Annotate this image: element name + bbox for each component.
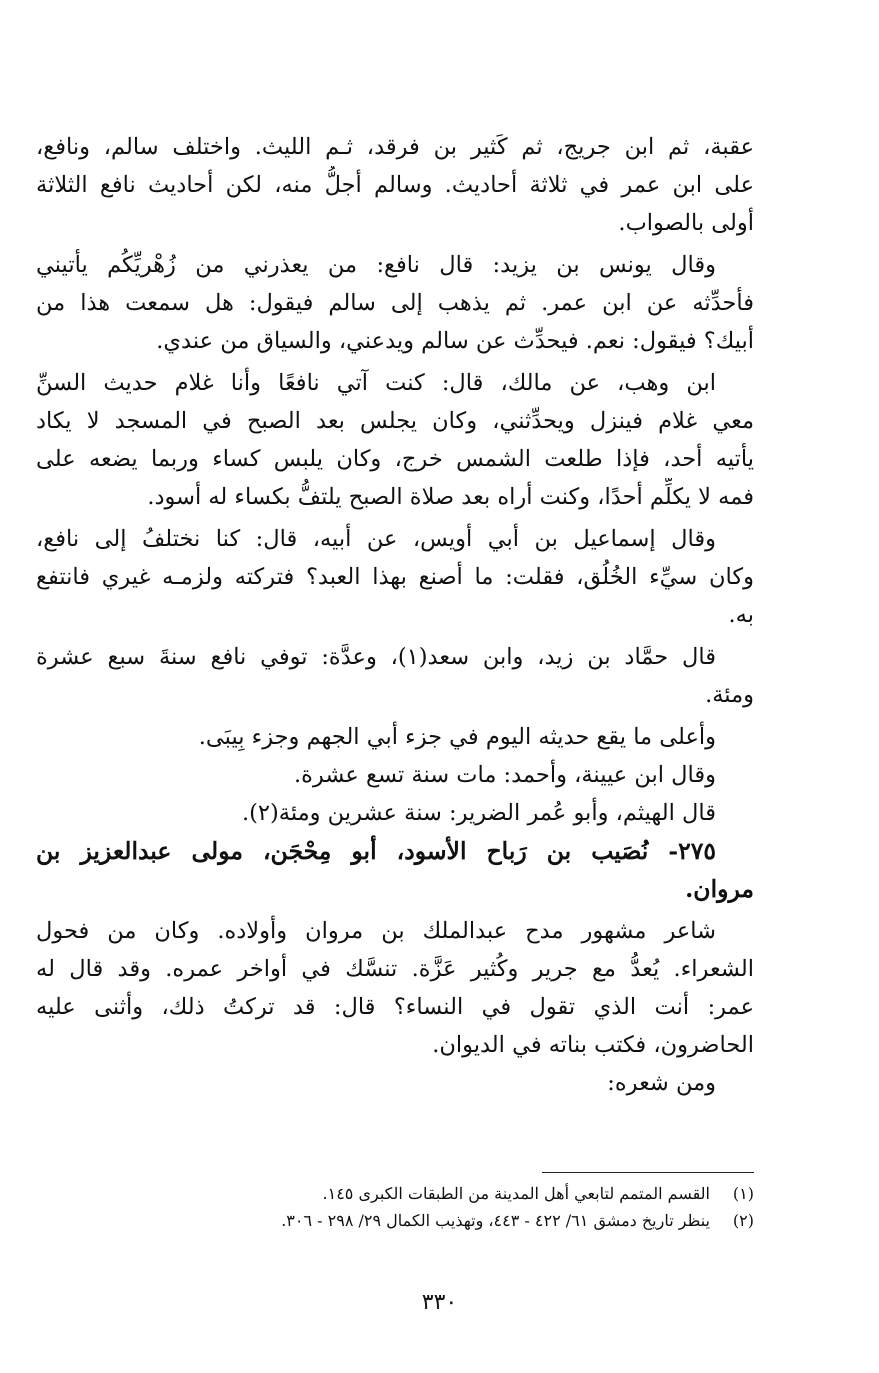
text-line: وقال يونس بن يزيد: قال نافع: من يعذرني من زُهْريِّكُم يأتيني [36,252,716,278]
text-line: وكان سيِّء الخُلُق، فقلت: ما أصنع بهذا العبد؟ فتركته ولزمـه غيري فانتفع [36,564,754,590]
footnote-text: القسم المتمم لتابعي أهل المدينة من الطبقات الكبرى ١٤٥. [322,1184,710,1203]
text-line: عقبة، ثم ابن جريج، ثم كَثير بن فرقد، ثـم الليث. واختلف سالم، ونافع، [36,134,754,160]
footnote [120,1207,754,1234]
text-line: ومئة. [705,682,754,708]
text-line: معي غلام فينزل ويحدِّثني، وكان يجلس بعد الصبح في المسجد لا يكاد [36,408,754,434]
text-line: قال حمَّاد بن زيد، وابن سعد(١)، وعدَّة: توفي نافع سنةَ سبع عشرة [36,644,716,670]
text-line: قال الهيثم، وأبو عُمر الضرير: سنة عشرين ومئة(٢). [241,800,716,826]
text-line: به. [728,602,754,628]
text-line: الشعراء. يُعدُّ مع جرير وكُثير عَزَّة. تنسَّك في أواخر عمره. وقد قال له [36,956,754,982]
text-line: الحاضرون، فكتب بناته في الديوان. [432,1032,754,1058]
footnote-number: (٢) [732,1211,754,1230]
footnote-divider [542,1172,754,1173]
text-line: يأتيه أحد، فإذا طلعت الشمس خرج، وكان يلبس كساء وربما يضعه على [36,446,754,472]
text-line: فمه لا يكلِّم أحدًا، وكنت أراه بعد صلاة الصبح يلتفُّ بكساء له أسود. [147,484,754,510]
footnote-number: (١) [732,1184,754,1203]
text-line: أولى بالصواب. [618,210,754,236]
text-line: وقال ابن عيينة، وأحمد: مات سنة تسع عشرة. [293,762,716,788]
text-line: أبيك؟ فيقول: نعم. فيحدِّث عن سالم ويدعني، والسياق من عندي. [156,328,754,354]
text-line: وأعلى ما يقع حديثه اليوم في جزء أبي الجهم وجزء بِيبَى. [198,724,716,750]
page-body [36,128,754,1102]
entry-heading: ٢٧٥- نُصَيب بن رَباح الأسود، أبو مِحْجَن، مولى عبدالعزيز بن [36,837,716,865]
footnote-text: ينظر تاريخ دمشق ٦١/ ٤٢٢ - ٤٤٣، وتهذيب الكمال ٢٩/ ٢٩٨ - ٣٠٦. [281,1211,710,1230]
text-line: ابن وهب، عن مالك، قال: كنت آتي نافعًا وأنا غلام حديث السنِّ [36,370,716,396]
text-line: شاعر مشهور مدح عبدالملك بن مروان وأولاده. وكان من فحول [36,918,716,944]
text-line: فأحدِّثه عن ابن عمر. ثم يذهب إلى سالم فيقول: هل سمعت هذا من [36,290,754,316]
text-line: على ابن عمر في ثلاثة أحاديث. وسالم أجلُّ منه، لكن أحاديث نافع الثلاثة [36,172,754,198]
entry-heading: مروان. [685,875,754,903]
footnotes [120,1180,754,1234]
text-line: وقال إسماعيل بن أبي أويس، عن أبيه، قال: كنا نختلفُ إلى نافع، [36,526,716,552]
page-number: ٣٣٠ [421,1290,458,1315]
text-line: عمر: أنت الذي تقول في النساء؟ قال: قد تركتُ ذلك، وأثنى عليه [36,994,754,1020]
footnote [120,1180,754,1207]
text-line: ومن شعره: [607,1070,716,1096]
